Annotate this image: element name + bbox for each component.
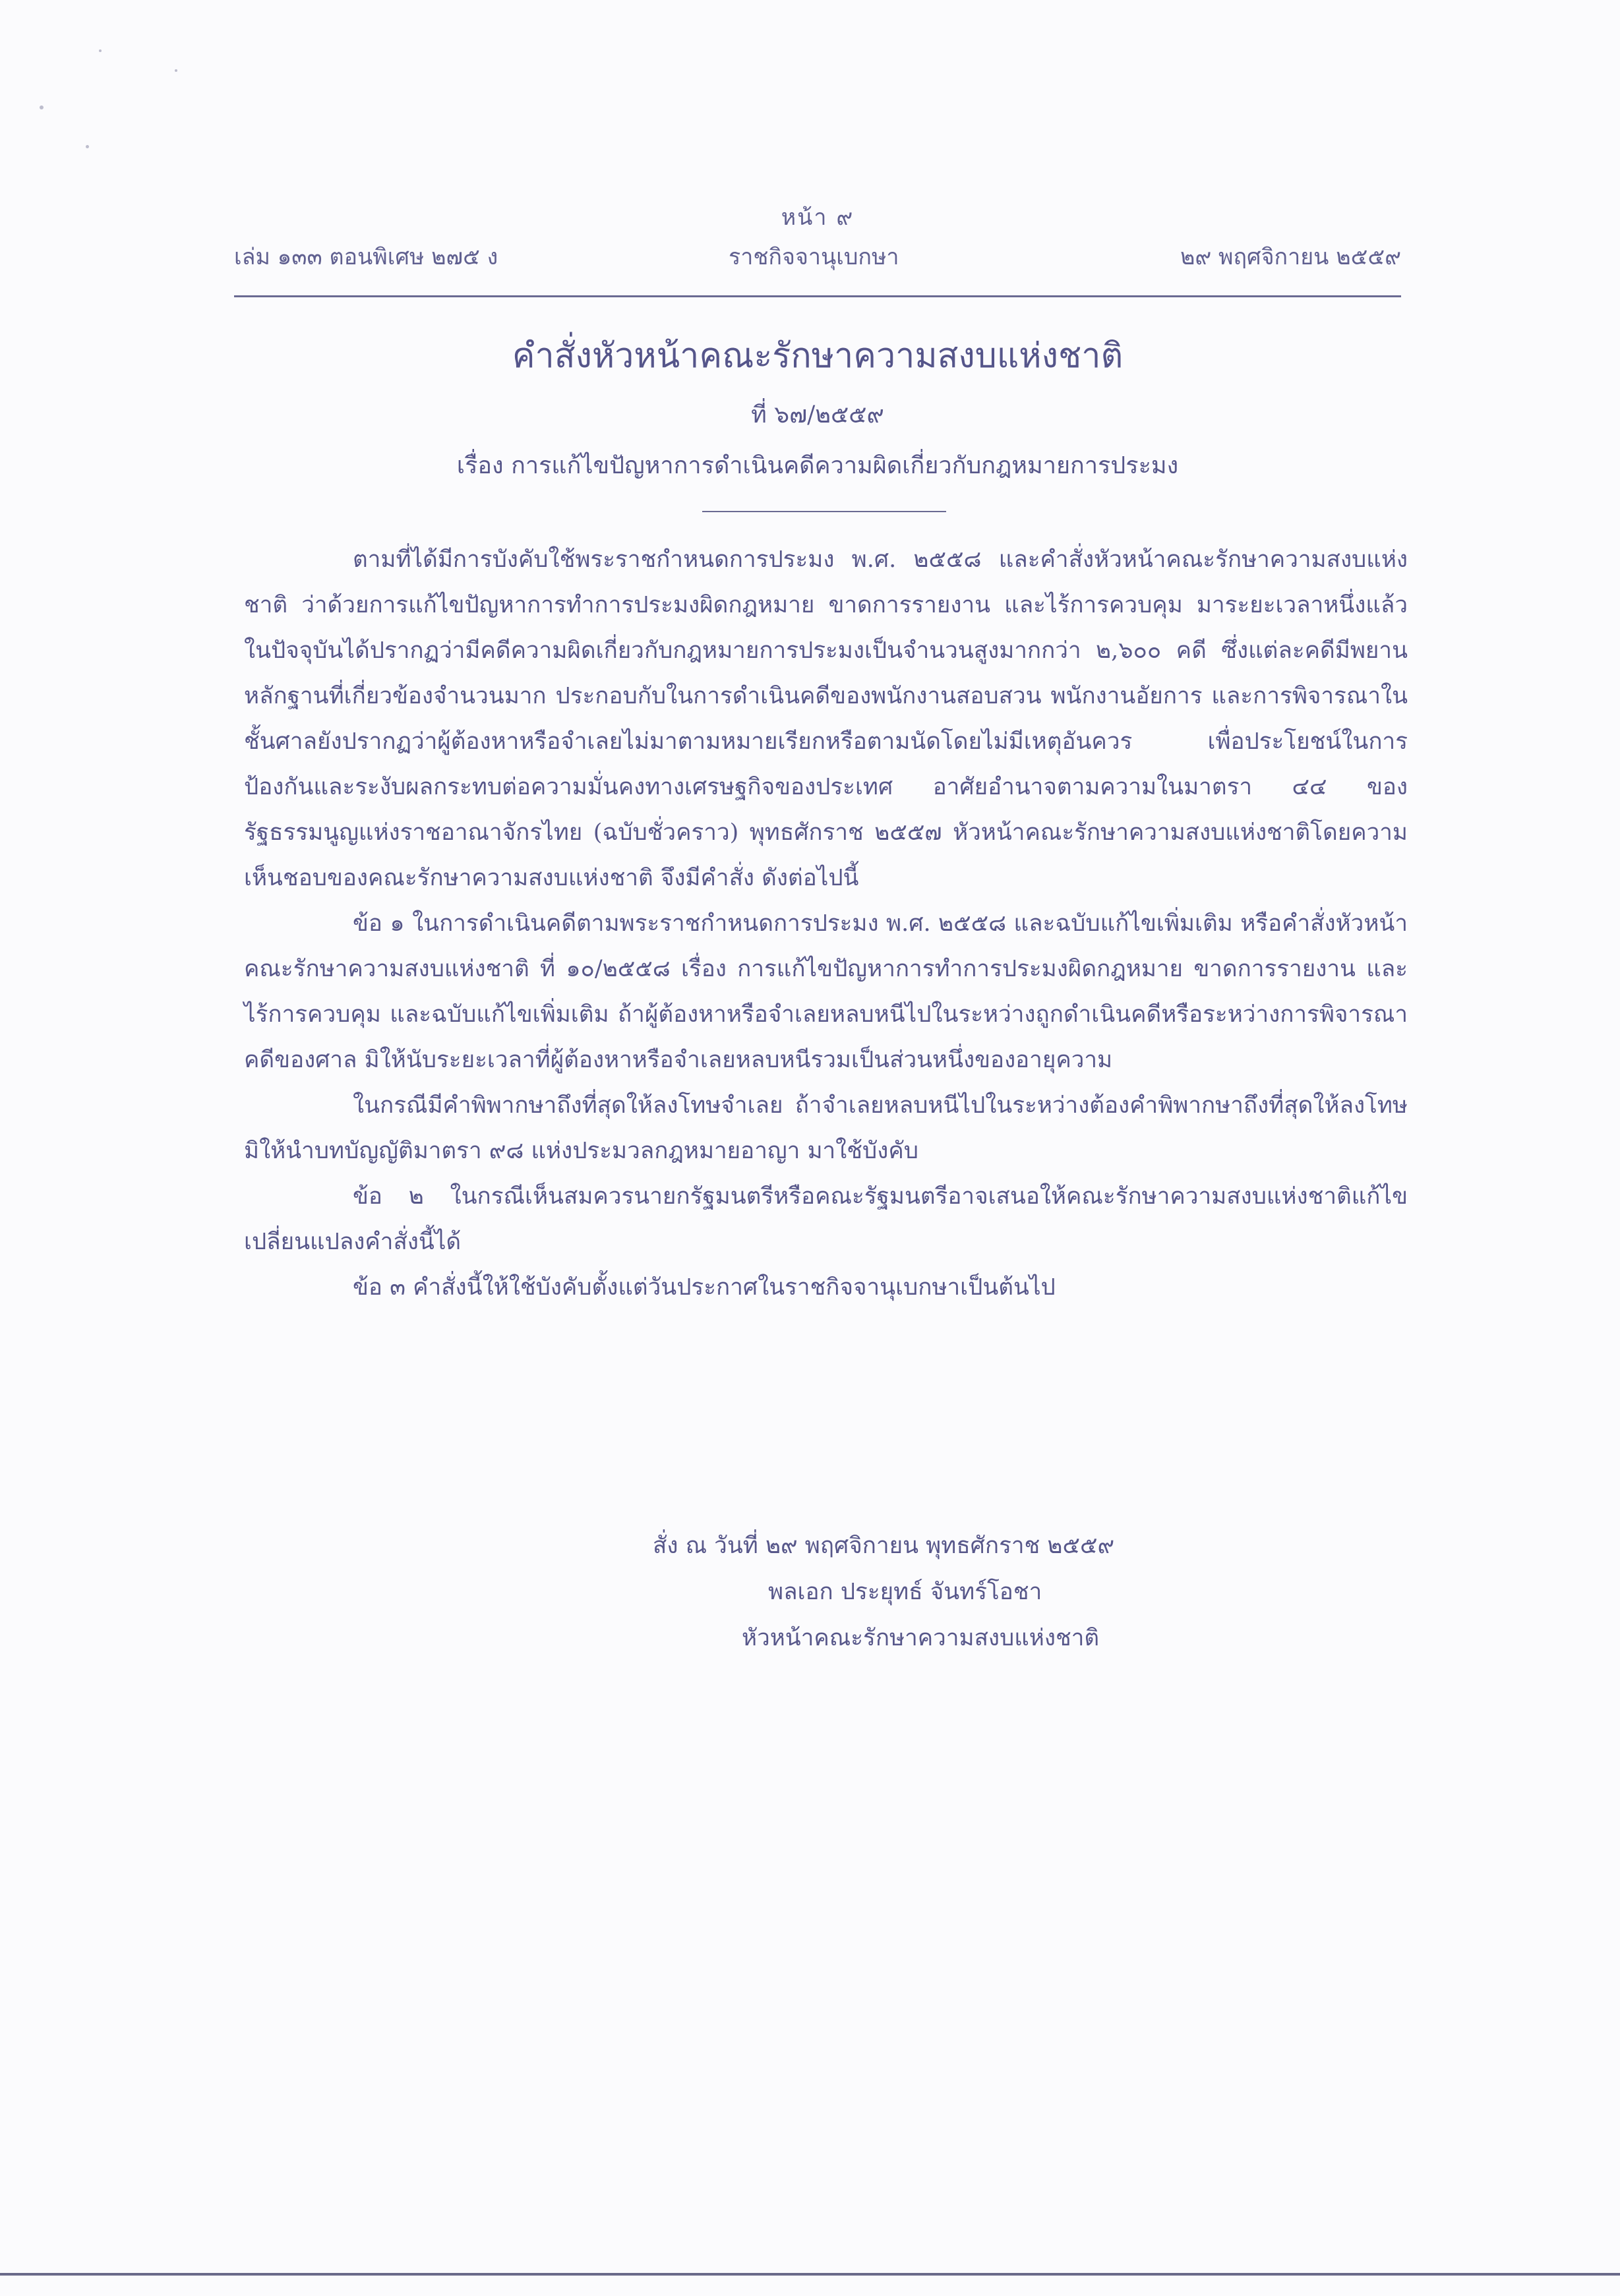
header-row (234, 237, 1401, 277)
signatory-name: พลเอก ประยุทธ์ จันทร์โอชา (768, 1579, 1042, 1605)
gazette-header (234, 198, 1401, 277)
publication-date: ๒๙ พฤศจิกายน ๒๕๕๙ (1180, 244, 1401, 270)
order-body (244, 537, 1408, 1310)
scan-speck (40, 105, 44, 109)
scan-bottom-edge (0, 2273, 1620, 2276)
clause-1-paragraph: ข้อ ๑ ในการดำเนินคดีตามพระราชกำหนดการประมง พ.ศ. ๒๕๕๘ และฉบับแก้ไขเพิ่มเติม หรือคำสั่งหัวหน้าคณะรักษาความสงบแห่งชาติ ที่ ๑๐/๒๕๕๘ เรื่อง การแก้ไขปัญหาการทำการประมงผิดกฎหมาย ขาดการรายงาน และไร้การควบคุม และฉบับแก้ไขเพิ่มเติม ถ้าผู้ต้องหาหรือจำเลยหลบหนีไปในระหว่างถูกดำเนินคดีหรือระหว่างการพิจารณาคดีของศาล มิให้นับระยะเวลาที่ผู้ต้องหาหรือจำเลยหลบหนีรวมเป็นส่วนหนึ่งของอายุความ (244, 910, 1408, 1073)
header-divider (234, 295, 1401, 297)
scan-speck (175, 69, 177, 72)
volume-issue: เล่ม ๑๓๓ ตอนพิเศษ ๒๗๕ ง (234, 244, 498, 270)
signatory-position: หัวหน้าคณะรักษาความสงบแห่งชาติ (742, 1625, 1100, 1651)
clause-3-paragraph: ข้อ ๓ คำสั่งนี้ให้ใช้บังคับตั้งแต่วันประกาศในราชกิจจานุเบกษาเป็นต้นไป (353, 1274, 1056, 1301)
clause-2-paragraph: ข้อ ๒ ในกรณีเห็นสมควรนายกรัฐมนตรีหรือคณะรัฐมนตรีอาจเสนอให้คณะรักษาความสงบแห่งชาติแก้ไขเปลี่ยนแปลงคำสั่งนี้ได้ (244, 1183, 1408, 1255)
scan-speck (99, 49, 102, 52)
page-number: หน้า ๙ (781, 204, 855, 231)
order-number: ที่ ๖๗/๒๕๕๙ (751, 401, 884, 428)
signature-block (653, 1523, 1312, 1661)
signature-date: สั่ง ณ วันที่ ๒๙ พฤศจิกายน พุทธศักราช ๒๕๕๙ (653, 1533, 1115, 1559)
title-divider (702, 511, 946, 512)
order-subject: เรื่อง การแก้ไขปัญหาการดำเนินคดีความผิดเกี่ยวกับกฎหมายการประมง (456, 452, 1179, 479)
publication-name: ราชกิจจานุเบกษา (729, 244, 899, 270)
clause-1-continuation-paragraph: ในกรณีมีคำพิพากษาถึงที่สุดให้ลงโทษจำเลย ถ้าจำเลยหลบหนีไปในระหว่างต้องคำพิพากษาถึงที่สุดให้ลงโทษ มิให้นำบทบัญญัติมาตรา ๙๘ แห่งประมวลกฎหมายอาญา มาใช้บังคับ (244, 1092, 1408, 1164)
scan-speck (86, 145, 89, 148)
order-title: คำสั่งหัวหน้าคณะรักษาความสงบแห่งชาติ (512, 336, 1124, 376)
preamble-paragraph: ตามที่ได้มีการบังคับใช้พระราชกำหนดการประมง พ.ศ. ๒๕๕๘ และคำสั่งหัวหน้าคณะรักษาความสงบแห่งชาติ ว่าด้วยการแก้ไขปัญหาการทำการประมงผิดกฎหมาย ขาดการรายงาน และไร้การควบคุม มาระยะเวลาหนึ่งแล้ว ในปัจจุบันได้ปรากฏว่ามีคดีความผิดเกี่ยวกับกฎหมายการประมงเป็นจำนวนสูงมากกว่า ๒,๖๐๐ คดี ซึ่งแต่ละคดีมีพยานหลักฐานที่เกี่ยวข้องจำนวนมาก ประกอบกับในการดำเนินคดีของพนักงานสอบสวน พนักงานอัยการ และการพิจารณาในชั้นศาลยังปรากฏว่าผู้ต้องหาหรือจำเลยไม่มาตามหมายเรียกหรือตามนัดโดยไม่มีเหตุอันควร เพื่อประโยชน์ในการป้องกันและระงับผลกระทบต่อความมั่นคงทางเศรษฐกิจของประเทศ อาศัยอำนาจตามความในมาตรา ๔๔ ของรัฐธรรมนูญแห่งราชอาณาจักรไทย (ฉบับชั่วคราว) พุทธศักราช ๒๕๕๗ หัวหน้าคณะรักษาความสงบแห่งชาติโดยความเห็นชอบของคณะรักษาความสงบแห่งชาติ จึงมีคำสั่ง ดังต่อไปนี้ (244, 546, 1408, 891)
